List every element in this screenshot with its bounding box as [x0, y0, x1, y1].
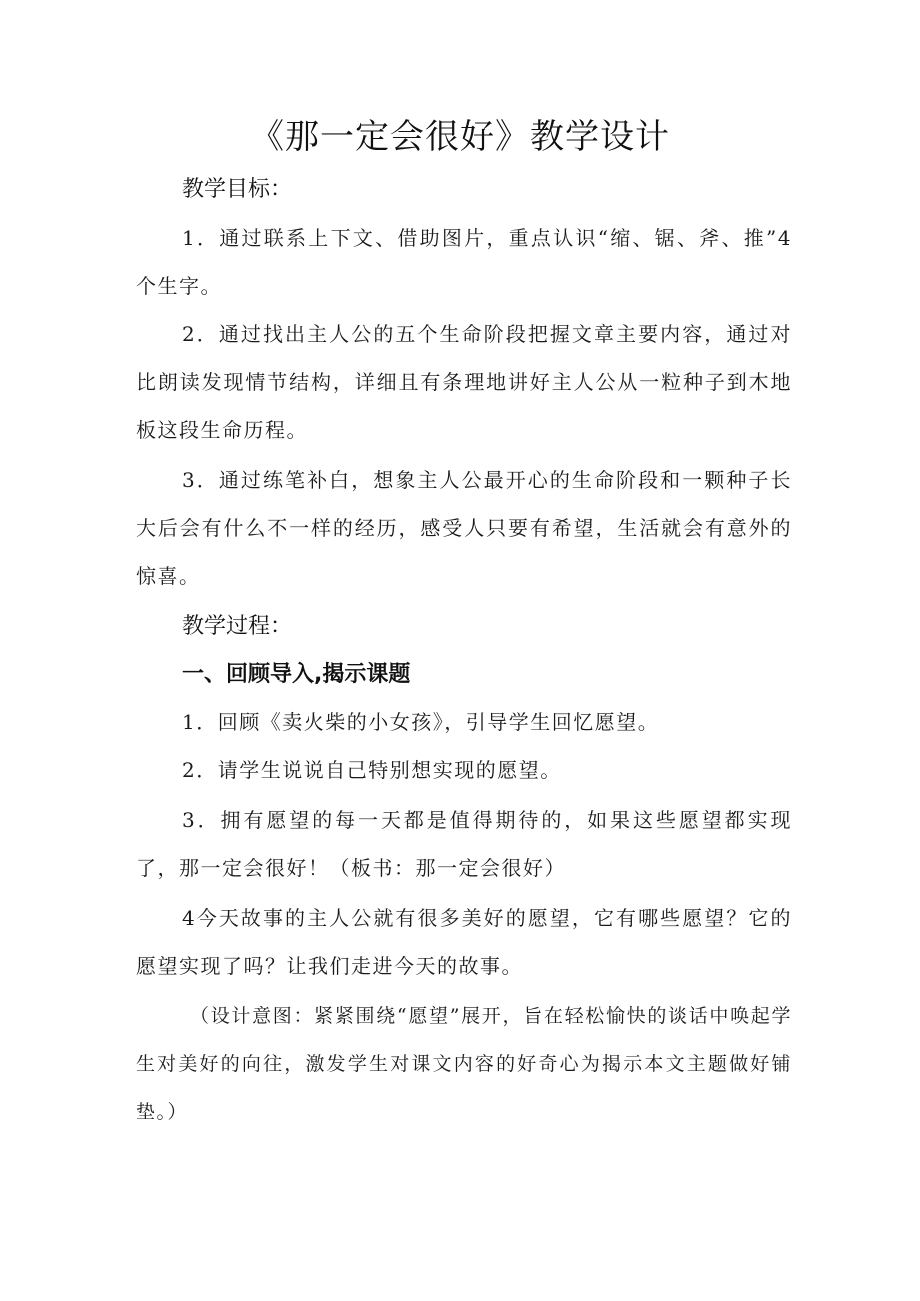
objective-item-2: 2．通过找出主人公的五个生命阶段把握文章主要内容，通过对比朗读发现情节结构，详细且有条理地讲好主人公从一粒种子到木地板这段生命历程。 — [136, 322, 792, 442]
objective-item-1: 1．通过联系上下文、借助图片，重点认识“缩、锯、斧、推”4个生字。 — [136, 226, 792, 298]
design-intent-note: （设计意图：紧紧围绕“愿望”展开，旨在轻松愉快的谈话中唤起学生对美好的向往，激发学生对课文内容的好奇心为揭示本文主题做好铺垫。） — [136, 1005, 792, 1123]
step-item-3: 3．拥有愿望的每一天都是值得期待的，如果这些愿望都实现了，那一定会很好！（板书：那一定会很好） — [136, 808, 792, 880]
step-item-2: 2．请学生说说自己特别想实现的愿望。 — [182, 758, 562, 782]
step-item-1: 1．回顾《卖火柴的小女孩》，引导学生回忆愿望。 — [182, 710, 660, 734]
section-heading-1: 一、回顾导入,揭示课题 — [182, 662, 411, 687]
objective-item-3: 3．通过练笔补白，想象主人公最开心的生命阶段和一颗种子长大后会有什么不一样的经历，感受人只要有希望，生活就会有意外的惊喜。 — [136, 468, 792, 588]
document-title: 《那一定会很好》教学设计 — [250, 117, 670, 157]
objectives-heading: 教学目标： — [182, 177, 293, 202]
step-item-4: 4今天故事的主人公就有很多美好的愿望，它有哪些愿望？它的愿望实现了吗？让我们走进今天的故事。 — [136, 906, 792, 978]
process-heading: 教学过程： — [182, 614, 293, 639]
